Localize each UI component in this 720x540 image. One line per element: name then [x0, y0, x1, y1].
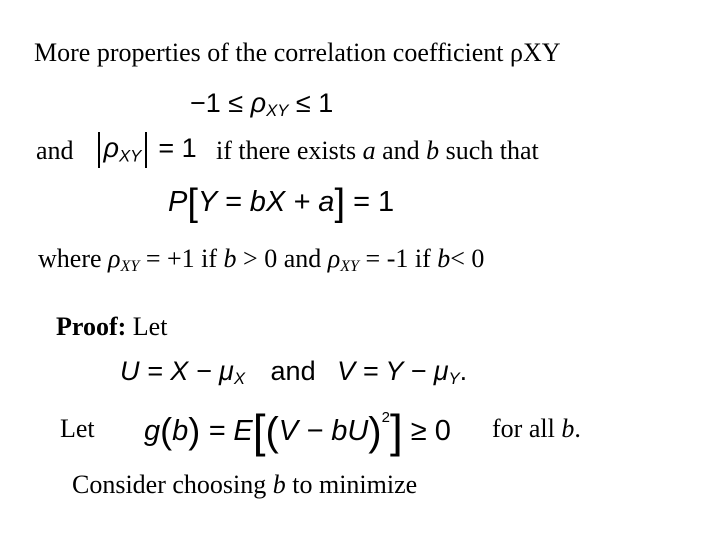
- rho-subscript: XY: [120, 258, 140, 276]
- var-b: b: [172, 415, 189, 447]
- probability-formula: [168, 182, 394, 225]
- consider-post: to minimize: [285, 470, 418, 499]
- and-label: [36, 136, 74, 166]
- rho-symbol: ρ: [327, 244, 341, 273]
- prob-P: P: [168, 186, 188, 218]
- cond-post: such that: [439, 136, 539, 165]
- mu-x-subscript: X: [233, 369, 246, 389]
- where-text-4: = -1 if: [359, 244, 438, 273]
- ge-zero: ≥ 0: [402, 415, 451, 447]
- proof-label: Proof:: [56, 312, 127, 341]
- var-a: a: [362, 136, 376, 165]
- where-line: [38, 244, 484, 276]
- for-all-text: for all: [492, 414, 562, 443]
- bracket-close: ]: [334, 182, 345, 224]
- ineq-lhs: −1 ≤: [190, 88, 251, 118]
- g-function: g: [144, 415, 161, 447]
- uv-definitions: [120, 356, 467, 389]
- period: .: [574, 414, 581, 443]
- inequality-formula: [190, 88, 333, 121]
- u-definition: U = X − μ: [120, 356, 234, 386]
- rho-symbol: ρ: [103, 133, 119, 164]
- condition-text: [216, 136, 539, 166]
- exponent-2: 2: [381, 409, 390, 426]
- heading-text: More properties of the correlation coefficient ρXY: [34, 38, 561, 67]
- abs-bar-right: [145, 132, 147, 168]
- ineq-rhs: ≤ 1: [288, 88, 334, 118]
- abs-eq: = 1: [158, 133, 197, 164]
- g-of-b-formula: g(b) = E[(V − bU)$^2$] ≥ 0: [144, 405, 451, 457]
- let-text: Let: [60, 414, 95, 443]
- inner-expression: V − bU: [278, 415, 369, 447]
- var-b: b: [426, 136, 440, 165]
- let-label: [60, 414, 95, 444]
- cond-mid: and: [375, 136, 427, 165]
- v-definition: V = Y − μ: [337, 356, 449, 386]
- slide-heading: [34, 38, 561, 68]
- var-b: b: [223, 244, 237, 273]
- and-word: and: [270, 356, 316, 386]
- proof-line: [56, 312, 167, 342]
- where-text-3: > 0 and: [236, 244, 328, 273]
- where-text: where: [38, 244, 109, 273]
- abs-bar-left: [98, 132, 100, 168]
- consider-pre: Consider choosing: [72, 470, 273, 499]
- var-b: b: [561, 414, 575, 443]
- var-b: b: [272, 470, 286, 499]
- where-text-5: < 0: [450, 244, 485, 273]
- cond-pre: if there exists: [216, 136, 363, 165]
- bracket-open: [: [187, 182, 198, 224]
- rho-symbol: ρ: [108, 244, 121, 273]
- expectation-E: = E: [200, 415, 253, 447]
- uv-period: .: [459, 356, 468, 386]
- prob-body: Y = bX + a: [197, 186, 335, 218]
- proof-let: Let: [126, 312, 168, 341]
- rho-symbol: ρ: [250, 88, 267, 118]
- where-text-2: = +1 if: [139, 244, 224, 273]
- rho-subscript: XY: [118, 146, 142, 166]
- for-all-b: [492, 414, 581, 444]
- rho-subscript: XY: [340, 258, 360, 276]
- and-text: and: [36, 136, 74, 165]
- abs-rho-formula: [94, 132, 197, 168]
- mu-y-subscript: Y: [448, 369, 460, 389]
- consider-line: [72, 470, 417, 500]
- prob-eq: = 1: [353, 186, 395, 218]
- var-b: b: [437, 244, 451, 273]
- rho-subscript: XY: [266, 101, 289, 121]
